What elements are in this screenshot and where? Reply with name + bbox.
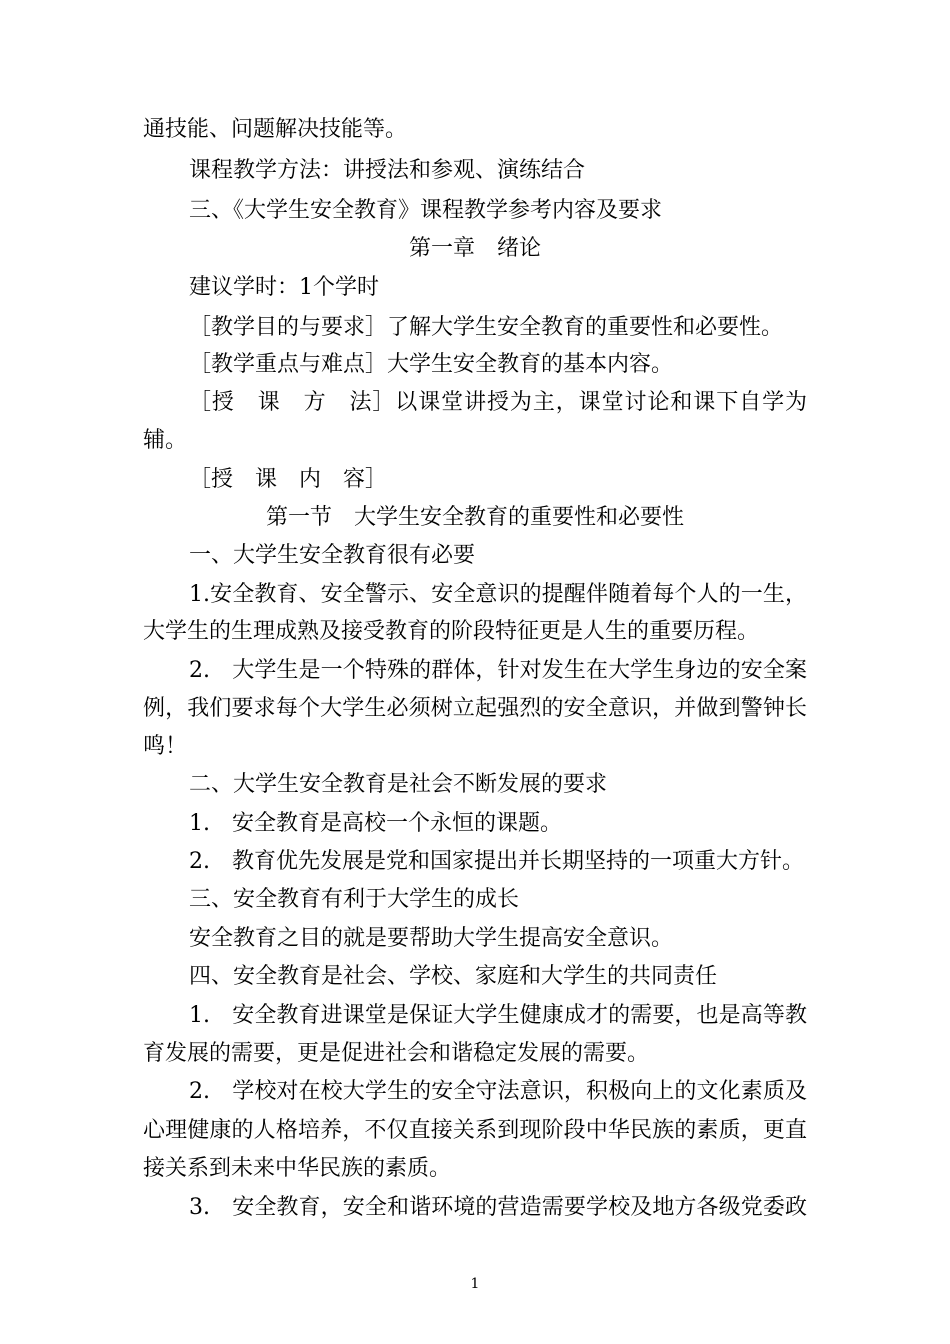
paragraph-line: 1. 安全教育是高校一个永恒的课题。	[189, 811, 562, 836]
paragraph-line: 1. 安全教育进课堂是保证大学生健康成才的需要，也是高等教	[189, 1003, 807, 1028]
paragraph-line: 接关系到未来中华民族的素质。	[143, 1156, 452, 1181]
paragraph-line: 育发展的需要，更是促进社会和谐稳定发展的需要。	[143, 1041, 650, 1066]
point-four-heading: 四、安全教育是社会、学校、家庭和大学生的共同责任	[189, 964, 718, 989]
paragraph-line: 2. 学校对在校大学生的安全守法意识，积极向上的文化素质及	[189, 1079, 807, 1104]
chapter-heading: 第一章 绪论	[408, 236, 541, 261]
paragraph-line: 安全教育之目的就是要帮助大学生提高安全意识。	[189, 926, 674, 951]
paragraph-line: 例，我们要求每个大学生必须树立起强烈的安全意识，并做到警钟长	[143, 696, 807, 721]
section-three-heading: 三、《大学生安全教育》课程教学参考内容及要求	[189, 198, 663, 223]
point-one-heading: 一、大学生安全教育很有必要	[189, 543, 476, 568]
teaching-method-line: 课程教学方法：讲授法和参观、演练结合	[189, 158, 586, 183]
paragraph-line: 2. 大学生是一个特殊的群体，针对发生在大学生身边的安全案	[189, 658, 807, 683]
paragraph-line: 2. 教育优先发展是党和国家提出并长期坚持的一项重大方针。	[189, 849, 804, 874]
teaching-method-cont: 辅。	[143, 428, 188, 453]
paragraph-line: 3. 安全教育，安全和谐环境的营造需要学校及地方各级党委政	[189, 1195, 807, 1220]
teaching-goals: ［教学目的与要求］了解大学生安全教育的重要性和必要性。	[189, 315, 784, 340]
paragraph-line: 心理健康的人格培养，不仅直接关系到现阶段中华民族的素质，更直	[143, 1118, 807, 1143]
teaching-focus: ［教学重点与难点］大学生安全教育的基本内容。	[189, 352, 674, 377]
point-two-heading: 二、大学生安全教育是社会不断发展的要求	[189, 772, 608, 797]
paragraph-line: 鸣！	[143, 734, 188, 759]
teaching-method: ［授 课 方 法］以课堂讲授为主，课堂讨论和课下自学为	[189, 390, 807, 415]
page-number: 1	[470, 1276, 480, 1292]
paragraph-line: 1.安全教育、安全警示、安全意识的提醒伴随着每个人的一生，	[189, 582, 807, 607]
suggested-hours: 建议学时：1个学时	[189, 275, 379, 300]
teaching-content-label: ［授 课 内 容］	[189, 467, 388, 492]
section-one-heading: 第一节 大学生安全教育的重要性和必要性	[265, 505, 684, 530]
point-three-heading: 三、安全教育有利于大学生的成长	[189, 887, 520, 912]
paragraph-line: 大学生的生理成熟及接受教育的阶段特征更是人生的重要历程。	[143, 619, 760, 644]
text-line-continuation: 通技能、问题解决技能等。	[143, 117, 408, 142]
